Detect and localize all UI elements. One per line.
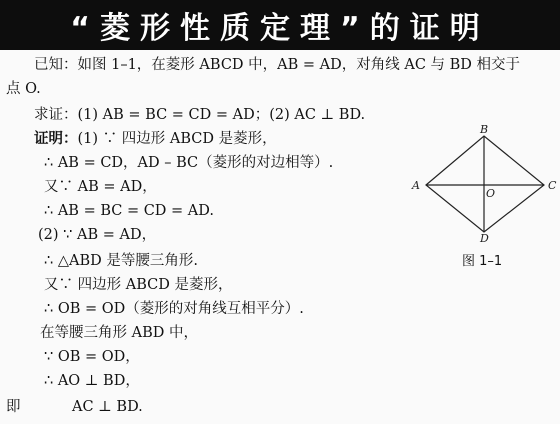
proof-line-6: ∴ △ABD 是等腰三角形. — [44, 253, 198, 269]
proof-line-10: ∵ OB = OD， — [44, 349, 140, 365]
label-b: B — [480, 123, 489, 136]
given-line-1: 已知：如图 1–1，在菱形 ABCD 中，AB = AD，对角线 AC 与 BD 相交于 — [34, 57, 521, 73]
proof-line-12: AC ⊥ BD. — [72, 399, 143, 415]
to-prove-line: 求证：(1) AB = BC = CD = AD；(2) AC ⊥ BD. — [34, 107, 366, 123]
proof-line-1 — [34, 130, 277, 148]
title-banner — [0, 0, 560, 50]
label-a: A — [412, 179, 420, 192]
proof-line-9: 在等腰三角形 ABD 中， — [40, 325, 198, 341]
given-line-2: 点 O. — [6, 81, 41, 97]
proof-line-2: ∴ AB = CD，AD – BC（菱形的对边相等）. — [44, 155, 334, 171]
proof-conclusion-prefix: 即 — [6, 399, 21, 415]
figure-caption: 图 1–1 — [462, 254, 503, 269]
rhombus-outline — [426, 136, 544, 232]
proof-line-8: ∴ OB = OD（菱形的对角线互相平分）. — [44, 301, 304, 317]
proof-text-1: (1) ∵ 四边形 ABCD 是菱形， — [77, 131, 277, 147]
proof-line-7: 又∵ 四边形 ABCD 是菱形， — [44, 277, 233, 293]
label-c: C — [548, 179, 557, 192]
label-o: O — [486, 187, 496, 200]
proof-line-5: (2) ∵ AB = AD， — [38, 227, 157, 243]
proof-line-3: 又∵ AB = AD， — [44, 179, 157, 195]
rhombus-figure — [400, 122, 560, 244]
proof-label: 证明： — [34, 130, 78, 147]
banner-title: “菱形性质定理”的证明 — [70, 11, 490, 46]
label-d: D — [480, 232, 489, 244]
proof-line-11: ∴ AO ⊥ BD， — [44, 373, 140, 389]
document-body — [0, 50, 560, 424]
proof-line-4: ∴ AB = BC = CD = AD. — [44, 203, 214, 219]
